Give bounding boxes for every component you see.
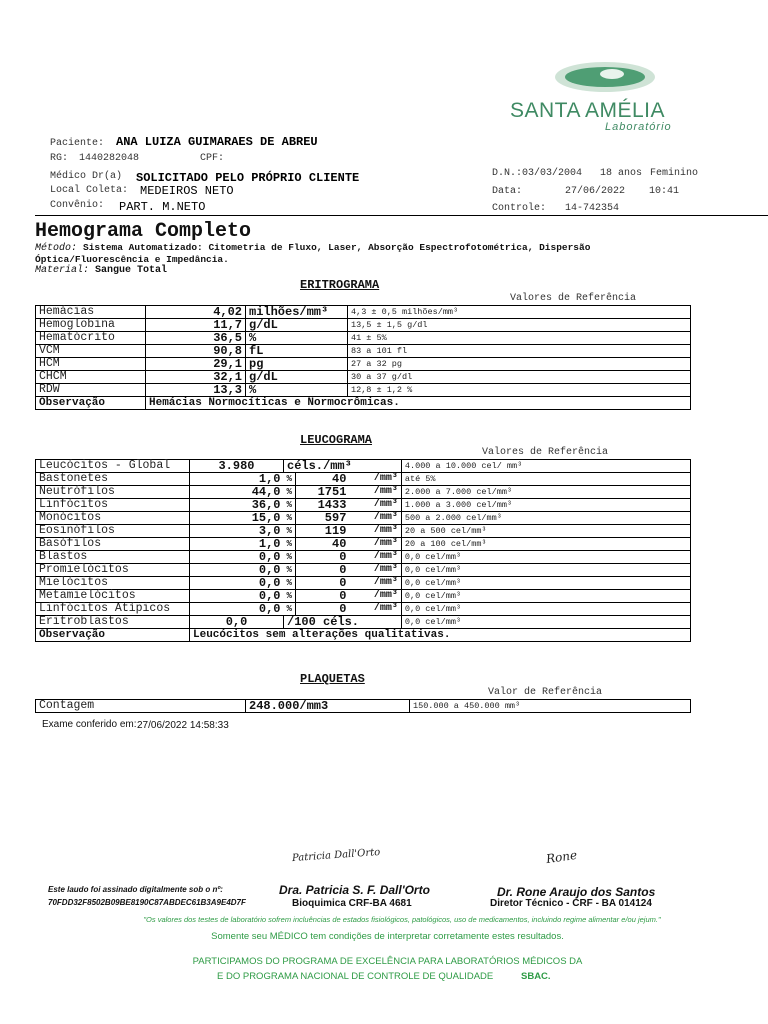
row-ref: 0,0 cel/mm³	[401, 551, 690, 564]
row-name: Eritroblastos	[36, 616, 190, 629]
row-ref: 4,3 ± 0,5 milhões/mm³	[348, 306, 691, 319]
time-value: 10:41	[649, 186, 680, 197]
row-name: Linfócitos Atípicos	[36, 603, 190, 616]
leucograma-row	[36, 590, 691, 603]
row-ref: 12,8 ± 1,2 %	[348, 384, 691, 397]
row-percent: 1,0	[190, 473, 284, 486]
row-name: Mielócitos	[36, 577, 190, 590]
row-unit: g/dL	[246, 371, 348, 384]
row-unit: fL	[246, 345, 348, 358]
eritrograma-row	[36, 345, 691, 358]
lab-logo	[505, 55, 695, 135]
plaquetas-table	[35, 699, 691, 713]
row-name: RDW	[36, 384, 146, 397]
row-absolute: 0	[295, 603, 349, 616]
leucograma-row	[36, 486, 691, 499]
material-label: Material:	[35, 265, 90, 276]
age-value: 18 anos	[600, 168, 643, 179]
row-absolute-unit: /mm³	[349, 603, 401, 616]
row-name: Contagem	[36, 700, 246, 713]
date-label: Data:	[492, 186, 523, 197]
row-name: HCM	[36, 358, 146, 371]
leucograma-title: LEUCOGRAMA	[300, 433, 373, 447]
row-name: Hemácias	[36, 306, 146, 319]
rg-label: RG:	[50, 153, 69, 164]
row-percent-unit: %	[284, 590, 296, 603]
row-absolute: 40	[295, 473, 349, 486]
row-percent: 3,0	[190, 525, 284, 538]
row-absolute: 0	[295, 590, 349, 603]
row-ref: 500 a 2.000 cel/mm³	[401, 512, 690, 525]
row-percent: 1,0	[190, 538, 284, 551]
row-ref: 0,0 cel/mm³	[401, 564, 690, 577]
eritrograma-title: ERITROGRAMA	[300, 278, 380, 292]
leucograma-row	[36, 564, 691, 577]
row-percent: 0,0	[190, 577, 284, 590]
row-value: 0,0	[190, 616, 284, 629]
eritroblastos-row	[36, 616, 691, 629]
row-ref: 30 a 37 g/dl	[348, 371, 691, 384]
row-absolute: 0	[295, 577, 349, 590]
row-absolute: 1433	[295, 499, 349, 512]
row-percent-unit: %	[284, 538, 296, 551]
row-ref: 4.000 a 10.000 cel/ mm³	[401, 460, 690, 473]
leucograma-row	[36, 603, 691, 616]
row-ref: 13,5 ± 1,5 g/dl	[348, 319, 691, 332]
eritrograma-row	[36, 332, 691, 345]
row-ref: 20 a 500 cel/mm³	[401, 525, 690, 538]
leucocitos-global-row	[36, 460, 691, 473]
row-absolute-unit: /mm³	[349, 512, 401, 525]
row-percent-unit: %	[284, 486, 296, 499]
row-ref: 41 ± 5%	[348, 332, 691, 345]
conferido-value: 27/06/2022 14:58:33	[137, 720, 229, 731]
row-unit: milhões/mm³	[246, 306, 348, 319]
row-name: Blastos	[36, 551, 190, 564]
row-percent-unit: %	[284, 499, 296, 512]
observation-label: Observação	[36, 629, 190, 642]
row-name: Hemoglobina	[36, 319, 146, 332]
patient-name-label: Paciente:	[50, 138, 105, 149]
row-ref: 1.000 a 3.000 cel/mm³	[401, 499, 690, 512]
dn-label: D.N.:	[492, 168, 523, 179]
row-ref: 150.000 a 450.000 mm³	[410, 700, 691, 713]
row-percent: 0,0	[190, 551, 284, 564]
exam-title: Hemograma Completo	[35, 220, 252, 243]
row-name: Monócitos	[36, 512, 190, 525]
eritrograma-row	[36, 358, 691, 371]
row-absolute-unit: /mm³	[349, 538, 401, 551]
local-label: Local Coleta:	[50, 185, 129, 196]
conferido-label: Exame conferido em:	[42, 719, 137, 730]
row-percent: 36,0	[190, 499, 284, 512]
logo-name: SANTA AMÉLIA	[510, 99, 665, 122]
row-absolute-unit: /mm³	[349, 590, 401, 603]
eritrograma-observation-row	[36, 397, 691, 410]
signer-2-role: Diretor Técnico - CRF - BA 014124	[490, 898, 652, 909]
date-value: 27/06/2022	[565, 186, 626, 197]
doctor-note: Somente seu MÉDICO tem condições de interpretar corretamente estes resultados.	[211, 931, 564, 942]
row-percent: 0,0	[190, 564, 284, 577]
eritrograma-table	[35, 305, 691, 410]
row-unit: /100 céls.	[284, 616, 402, 629]
row-ref: 0,0 cel/mm³	[401, 577, 690, 590]
material-block	[35, 265, 167, 276]
signer-1-name: Dra. Patricia S. F. Dall'Orto	[279, 883, 430, 897]
row-name: Neutrófilos	[36, 486, 190, 499]
row-percent: 0,0	[190, 590, 284, 603]
leucograma-table	[35, 459, 691, 642]
row-ref: 83 a 101 fl	[348, 345, 691, 358]
row-absolute-unit: /mm³	[349, 577, 401, 590]
row-ref: até 5%	[401, 473, 690, 486]
row-ref: 0,0 cel/mm³	[401, 590, 690, 603]
row-value: 36,5	[146, 332, 246, 345]
sbac-label: SBAC.	[521, 971, 551, 982]
row-ref: 0,0 cel/mm³	[401, 603, 690, 616]
eritrograma-row	[36, 306, 691, 319]
row-name: Eosinófilos	[36, 525, 190, 538]
dn-value: 03/03/2004	[522, 168, 583, 179]
row-percent-unit: %	[284, 564, 296, 577]
row-absolute: 0	[295, 564, 349, 577]
convenio-value: PART. M.NETO	[119, 200, 206, 214]
row-percent: 0,0	[190, 603, 284, 616]
row-value: 4,02	[146, 306, 246, 319]
row-value: 90,8	[146, 345, 246, 358]
row-percent-unit: %	[284, 577, 296, 590]
disclaimer-note: "Os valores dos testes de laboratório sofrem incluências de estados fisiológicos, patológicos, uso de medicamentos, incluindo regime alimentar e/ou jejum."	[143, 915, 661, 924]
leucograma-row	[36, 525, 691, 538]
leucograma-row	[36, 499, 691, 512]
row-absolute-unit: /mm³	[349, 499, 401, 512]
row-name: Metamielócitos	[36, 590, 190, 603]
eritrograma-row	[36, 371, 691, 384]
row-percent-unit: %	[284, 525, 296, 538]
row-unit: pg	[246, 358, 348, 371]
control-value: 14-742354	[565, 203, 620, 214]
plaquetas-row	[36, 700, 691, 713]
leucograma-row	[36, 538, 691, 551]
leucograma-row	[36, 551, 691, 564]
eritrograma-ref-header: Valores de Referência	[510, 293, 637, 304]
observation-text: Hemácias Normocíticas e Normocrômicas.	[146, 397, 691, 410]
material-value: Sangue Total	[95, 265, 168, 276]
row-percent: 15,0	[190, 512, 284, 525]
row-unit: %	[246, 332, 348, 345]
method-line1: Sistema Automatizado: Citometria de Fluxo, Laser, Absorção Espectrofotométrica, Dispersão	[83, 242, 591, 253]
row-value: 248.000/mm3	[246, 700, 410, 713]
leucograma-row	[36, 577, 691, 590]
signature-2-drawing: Rone	[545, 847, 578, 867]
leucograma-row	[36, 512, 691, 525]
convenio-label: Convênio:	[50, 200, 105, 211]
plaquetas-ref-header: Valor de Referência	[488, 687, 603, 698]
leucograma-ref-header: Valores de Referência	[482, 447, 609, 458]
row-name: Hematócrito	[36, 332, 146, 345]
row-name: Leucócitos - Global	[36, 460, 190, 473]
program-line-2: E DO PROGRAMA NACIONAL DE CONTROLE DE QUALIDADE	[217, 971, 494, 982]
local-value: MEDEIROS NETO	[140, 184, 234, 198]
row-unit: g/dL	[246, 319, 348, 332]
row-name: CHCM	[36, 371, 146, 384]
rg-value: 1440282048	[79, 153, 140, 164]
row-unit: %	[246, 384, 348, 397]
signature-1-drawing: Patricia Dall'Orto	[291, 846, 381, 865]
doctor-label: Médico Dr(a)	[50, 171, 123, 182]
row-percent-unit: %	[284, 512, 296, 525]
row-value: 32,1	[146, 371, 246, 384]
method-label: Método:	[35, 243, 78, 254]
row-percent: 44,0	[190, 486, 284, 499]
method-line2: Óptica/Fluorescência e Impedância.	[35, 254, 229, 265]
row-absolute-unit: /mm³	[349, 473, 401, 486]
row-percent-unit: %	[284, 551, 296, 564]
row-percent-unit: %	[284, 473, 296, 486]
signed-note: Este laudo foi assinado digitalmente sob o nº:	[48, 885, 223, 894]
observation-label: Observação	[36, 397, 146, 410]
row-absolute: 597	[295, 512, 349, 525]
doctor-value: SOLICITADO PELO PRÓPRIO CLIENTE	[136, 171, 360, 185]
row-ref: 27 a 32 pg	[348, 358, 691, 371]
method-block	[35, 242, 755, 254]
row-ref: 20 a 100 cel/mm³	[401, 538, 690, 551]
row-value: 29,1	[146, 358, 246, 371]
row-absolute-unit: /mm³	[349, 564, 401, 577]
eritrograma-row	[36, 384, 691, 397]
leucograma-row	[36, 473, 691, 486]
observation-text: Leucócitos sem alterações qualitativas.	[190, 629, 691, 642]
program-line-1: PARTICIPAMOS DO PROGRAMA DE EXCELÊNCIA PARA LABORATÓRIOS MÉDICOS DA	[192, 956, 583, 967]
row-absolute: 40	[295, 538, 349, 551]
row-absolute-unit: /mm³	[349, 525, 401, 538]
row-absolute: 119	[295, 525, 349, 538]
signer-2-name: Dr. Rone Araujo dos Santos	[497, 885, 656, 899]
row-percent-unit: %	[284, 603, 296, 616]
row-value: 11,7	[146, 319, 246, 332]
logo-emblem-icon	[530, 55, 680, 105]
row-absolute: 1751	[295, 486, 349, 499]
leucograma-observation-row	[36, 629, 691, 642]
row-name: Linfócitos	[36, 499, 190, 512]
row-ref: 0,0 cel/mm³	[401, 616, 690, 629]
cpf-label: CPF:	[200, 153, 225, 164]
row-name: Basófilos	[36, 538, 190, 551]
row-value: 3.980	[190, 460, 284, 473]
patient-name: ANA LUIZA GUIMARAES DE ABREU	[116, 135, 318, 149]
row-ref: 2.000 a 7.000 cel/mm³	[401, 486, 690, 499]
row-unit: céls./mm³	[284, 460, 402, 473]
row-name: VCM	[36, 345, 146, 358]
row-name: Bastonetes	[36, 473, 190, 486]
plaquetas-title: PLAQUETAS	[300, 672, 365, 686]
header-divider	[35, 215, 768, 216]
row-value: 13,3	[146, 384, 246, 397]
row-absolute: 0	[295, 551, 349, 564]
row-absolute-unit: /mm³	[349, 486, 401, 499]
row-name: Promielócitos	[36, 564, 190, 577]
signer-1-role: Bioquimica CRF-BA 4681	[292, 898, 412, 909]
logo-subtitle: Laboratório	[605, 121, 672, 133]
sex-value: Feminino	[650, 168, 699, 179]
signature-hash: 70FDD32F8502B09BE8190C87ABDEC61B3A9E4D7F	[48, 898, 246, 907]
row-absolute-unit: /mm³	[349, 551, 401, 564]
eritrograma-row	[36, 319, 691, 332]
control-label: Controle:	[492, 203, 547, 214]
